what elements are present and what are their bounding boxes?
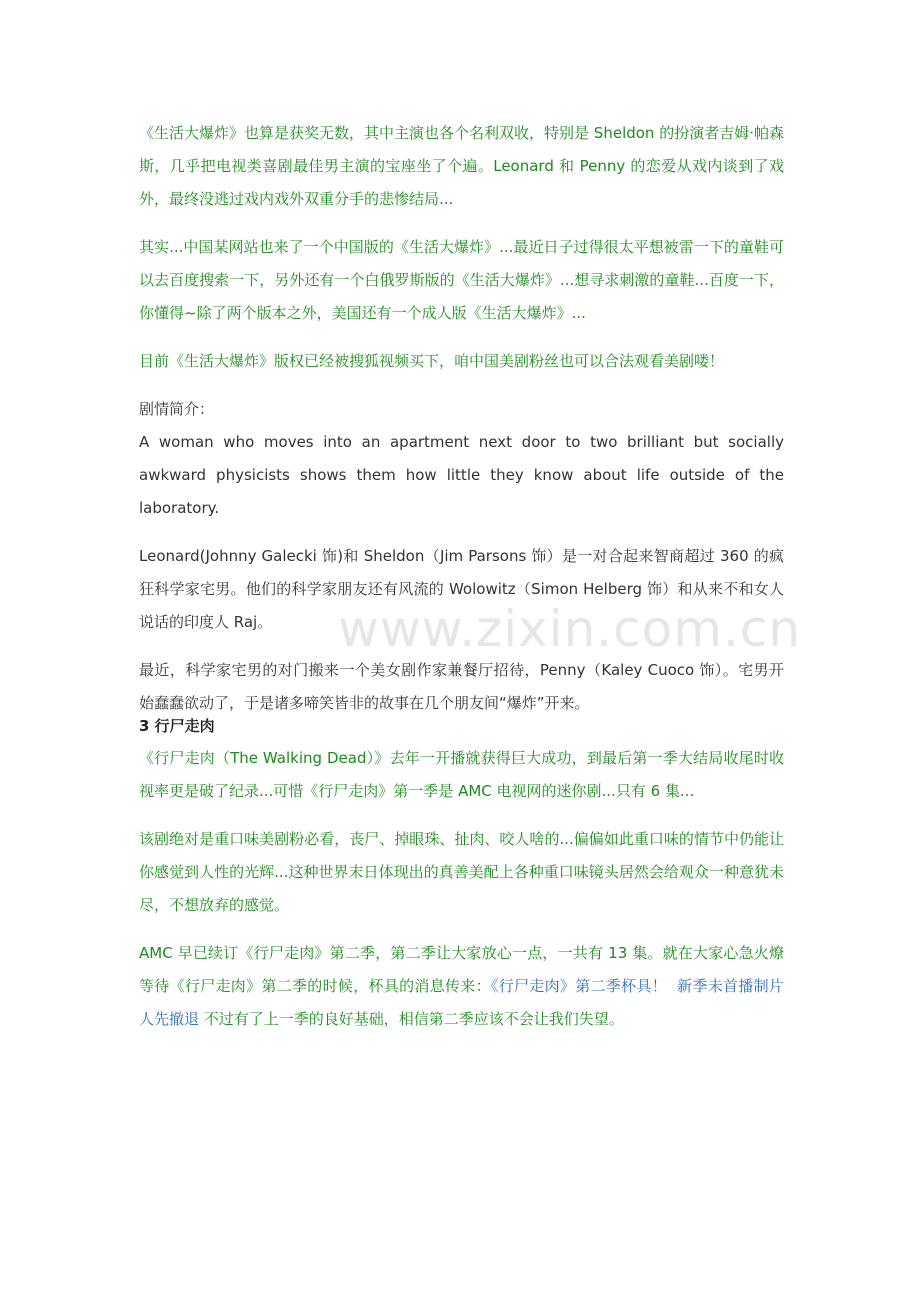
- paragraph-walking-dead-review: 该剧绝对是重口味美剧粉必看，丧尸、掉眼珠、扯肉、咬人啥的...偏偏如此重口味的情节中仍能让你感觉到人性的光辉...这种世界末日体现出的真善美配上各种重口味镜头居然会给观众一种意犹未尽，不想放弃的感觉。: [139, 830, 784, 914]
- paragraph-penny: 最近，科学家宅男的对门搬来一个美女剧作家兼餐厅招待，Penny（Kaley Cuoco 饰）。宅男开始蠢蠢欲动了，于是诸多啼笑皆非的故事在几个朋友间“爆炸”开来。: [139, 661, 784, 712]
- paragraph-season-two: [139, 937, 784, 1036]
- synopsis-english: A woman who moves into an apartment next door to two brilliant but socially awkward physicists shows them how little they know about life outside of the laboratory.: [139, 433, 784, 517]
- paragraph-versions: 其实...中国某网站也来了一个中国版的《生活大爆炸》...最近日子过得很太平想被雷一下的童鞋可以去百度搜索一下，另外还有一个白俄罗斯版的《生活大爆炸》...想寻求刺激的童鞋...百度一下，你懂得~除了两个版本之外，美国还有一个成人版《生活大爆炸》...: [139, 238, 784, 322]
- paragraph-copyright: 目前《生活大爆炸》版权已经被搜狐视频买下，咱中国美剧粉丝也可以合法观看美剧喽！: [139, 352, 725, 370]
- news-link-producer[interactable]: 新季未首播制片人先撤退: [139, 977, 784, 1028]
- season-two-text-start: AMC 早已续订《行尸走肉》第二季，第二季让大家放心一点，一共有 13 集。就在大家心急火燎等待《行尸走肉》第二季的时候，杯具的消息传来：: [139, 944, 784, 995]
- paragraph-awards: 《生活大爆炸》也算是获奖无数，其中主演也各个名利双收，特别是 Sheldon 的扮演者吉姆·帕森斯，几乎把电视类喜剧最佳男主演的宝座坐了个遍。Leonard 和 Penny 的恋爱从戏内谈到了戏外，最终没逃过戏内戏外双重分手的悲惨结局...: [139, 124, 784, 208]
- season-two-text-end: 不过有了上一季的良好基础，相信第二季应该不会让我们失望。: [203, 1010, 624, 1028]
- document-page: [139, 117, 784, 1036]
- synopsis-label: 剧情简介：: [139, 400, 215, 418]
- section-heading-walking-dead: 3 行尸走肉: [139, 717, 215, 735]
- watermark: www.zixin.com.cn: [338, 600, 802, 658]
- news-link-season-two[interactable]: 《行尸走肉》第二季杯具！: [490, 977, 668, 995]
- paragraph-walking-dead-intro: 《行尸走肉（The Walking Dead）》去年一开播就获得巨大成功，到最后第一季大结局收尾时收视率更是破了纪录...可惜《行尸走肉》第一季是 AMC 电视网的迷你剧...只有 6 集...: [139, 749, 784, 800]
- paragraph-characters: Leonard(Johnny Galecki 饰)和 Sheldon（Jim Parsons 饰）是一对合起来智商超过 360 的疯狂科学家宅男。他们的科学家朋友还有风流的 Wolowitz（Simon Helberg 饰）和从来不和女人说话的印度人 Raj。: [139, 547, 784, 631]
